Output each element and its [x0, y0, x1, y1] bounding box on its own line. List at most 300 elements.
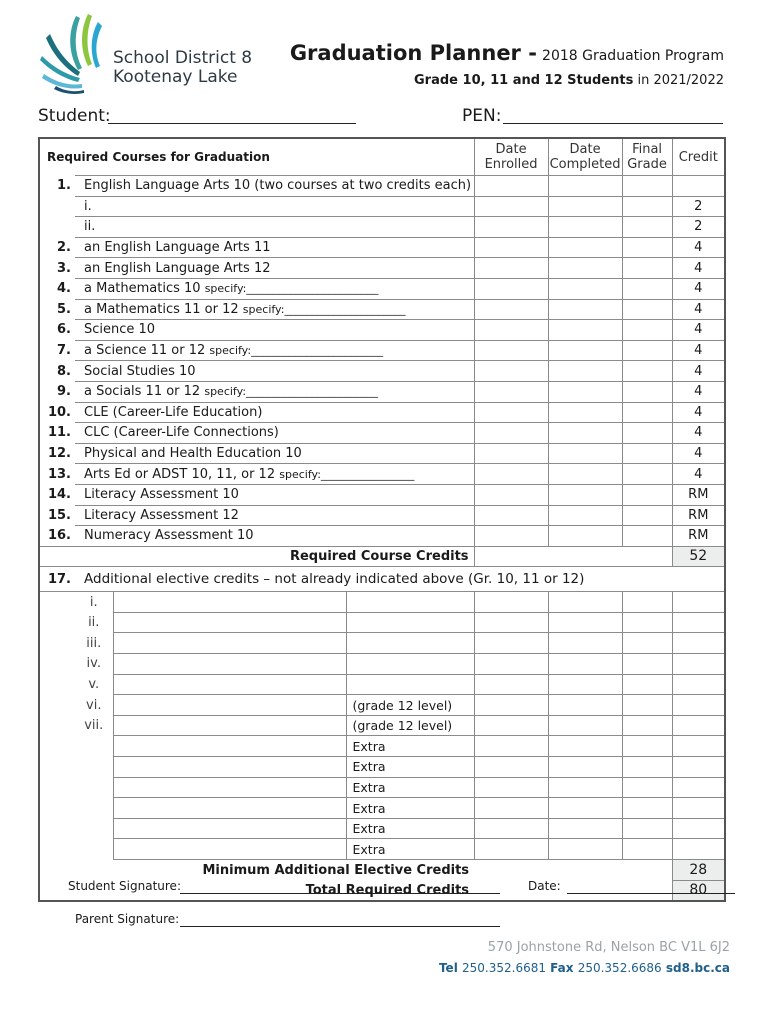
student-label: Student:: [38, 106, 111, 126]
date-enrolled-cell[interactable]: [474, 612, 548, 633]
elective-note-cell: [346, 612, 474, 633]
final-grade-cell[interactable]: [622, 196, 672, 217]
date-enrolled-cell[interactable]: [474, 237, 548, 258]
credit-cell: 4: [672, 320, 725, 341]
elective-course-cell[interactable]: [113, 715, 346, 736]
final-grade-header: [622, 138, 672, 176]
date-enrolled-cell[interactable]: [474, 258, 548, 279]
date-enrolled-cell[interactable]: [474, 176, 548, 197]
elective-label: Additional elective credits – not already indicated above (Gr. 10, 11 or 12): [75, 567, 725, 592]
date-completed-cell[interactable]: [548, 715, 622, 736]
course-label: [75, 505, 474, 526]
final-grade-cell[interactable]: [622, 402, 672, 423]
date-completed-cell[interactable]: [548, 674, 622, 695]
elective-note-cell: (grade 12 level): [346, 695, 474, 716]
date-completed-cell[interactable]: [548, 505, 622, 526]
date-enrolled-cell[interactable]: [474, 278, 548, 299]
grade-line-grades: Grade 10, 11 and 12 Students: [414, 73, 634, 88]
elective-note-cell: Extra: [346, 736, 474, 757]
date-enrolled-cell[interactable]: [474, 818, 548, 839]
table-row: [39, 340, 725, 361]
final-grade-cell[interactable]: [622, 818, 672, 839]
district-name: [113, 49, 252, 87]
elective-course-cell[interactable]: [113, 612, 346, 633]
date-completed-cell[interactable]: [548, 443, 622, 464]
spacer-cell: [39, 757, 75, 778]
credit-cell[interactable]: [672, 715, 725, 736]
table-header-row: [39, 138, 725, 176]
elective-row: [39, 592, 725, 613]
student-signature-field[interactable]: [180, 879, 500, 894]
course-number: 10.: [47, 404, 71, 420]
spacer-cell: [39, 695, 75, 716]
min-elective-row: [39, 860, 725, 881]
final-grade-cell[interactable]: [622, 839, 672, 860]
date-enrolled-header: [474, 138, 548, 176]
date-enrolled-cell[interactable]: [474, 361, 548, 382]
elective-roman: [75, 839, 113, 860]
credit-cell: 4: [672, 278, 725, 299]
course-number: [39, 217, 75, 238]
table-row: [39, 278, 725, 299]
table-row: [39, 526, 725, 547]
final-grade-header-line2: Grade: [627, 157, 667, 172]
final-grade-cell[interactable]: [622, 695, 672, 716]
final-grade-cell[interactable]: [622, 381, 672, 402]
elective-note-cell: Extra: [346, 839, 474, 860]
date-enrolled-cell[interactable]: [474, 839, 548, 860]
elective-note-cell: [346, 654, 474, 675]
date-enrolled-cell[interactable]: [474, 736, 548, 757]
final-grade-cell[interactable]: [622, 464, 672, 485]
course-label: [75, 464, 474, 485]
elective-row: [39, 736, 725, 757]
date-completed-cell[interactable]: [548, 757, 622, 778]
date-enrolled-cell[interactable]: [474, 777, 548, 798]
elective-header-row: [39, 567, 725, 592]
credit-cell: 2: [672, 217, 725, 238]
total-required-value: 80: [672, 880, 725, 901]
final-grade-cell[interactable]: [622, 592, 672, 613]
elective-note-cell: [346, 633, 474, 654]
credit-cell: RM: [672, 505, 725, 526]
table-row: [39, 258, 725, 279]
table-row: [39, 361, 725, 382]
course-label-text: a Mathematics 10: [84, 281, 201, 297]
course-number: 5.: [57, 301, 71, 317]
elective-roman: [75, 757, 113, 778]
course-label-text: CLE (Career-Life Education): [84, 404, 263, 420]
elective-row: [39, 715, 725, 736]
date-completed-cell[interactable]: [548, 736, 622, 757]
graduation-planner-table: [38, 137, 726, 902]
course-number: 9.: [57, 384, 71, 400]
credit-cell[interactable]: [672, 736, 725, 757]
required-courses-header: Required Courses for Graduation: [39, 138, 474, 176]
elective-course-cell[interactable]: [113, 633, 346, 654]
table-row: [39, 464, 725, 485]
course-label: [75, 484, 474, 505]
course-number: 8.: [57, 363, 71, 379]
spacer-cell: [39, 818, 75, 839]
date-completed-cell[interactable]: [548, 839, 622, 860]
final-grade-cell[interactable]: [622, 423, 672, 444]
date-completed-header-line1: Date: [569, 142, 601, 157]
elective-row: [39, 612, 725, 633]
final-grade-cell[interactable]: [622, 633, 672, 654]
credit-cell: 4: [672, 361, 725, 382]
date-enrolled-cell[interactable]: [474, 443, 548, 464]
date-enrolled-cell[interactable]: [474, 217, 548, 238]
elective-number: 17.: [39, 567, 75, 592]
district-name-line1: School District 8: [113, 48, 253, 68]
table-row: [39, 505, 725, 526]
course-label-text: Social Studies 10: [84, 363, 196, 379]
date-enrolled-cell[interactable]: [474, 592, 548, 613]
date-completed-cell[interactable]: [548, 612, 622, 633]
footer-web: sd8.bc.ca: [665, 961, 730, 975]
final-grade-cell[interactable]: [622, 736, 672, 757]
date-enrolled-cell[interactable]: [474, 633, 548, 654]
elective-row: [39, 654, 725, 675]
elective-course-cell[interactable]: [113, 757, 346, 778]
final-grade-cell[interactable]: [622, 757, 672, 778]
blank-cell: [474, 546, 672, 567]
elective-note-cell: [346, 592, 474, 613]
date-completed-cell[interactable]: [548, 798, 622, 819]
course-number: 4.: [57, 281, 71, 297]
district-name-line2: Kootenay Lake: [113, 67, 238, 87]
district-logo-icon: [38, 12, 108, 94]
elective-roman: [75, 798, 113, 819]
course-label-text: Literacy Assessment 12: [84, 507, 239, 523]
spacer-cell: [39, 674, 75, 695]
credit-cell[interactable]: [672, 612, 725, 633]
title-program: 2018 Graduation Program: [542, 48, 724, 64]
credit-cell: 4: [672, 340, 725, 361]
date-completed-cell[interactable]: [548, 217, 622, 238]
date-enrolled-cell[interactable]: [474, 464, 548, 485]
course-specify-field: specify:________________________: [204, 385, 379, 399]
final-grade-cell[interactable]: [622, 505, 672, 526]
elective-roman: vii.: [75, 715, 113, 736]
date-enrolled-cell[interactable]: [474, 715, 548, 736]
date-completed-cell[interactable]: [548, 176, 622, 197]
date-enrolled-cell[interactable]: [474, 320, 548, 341]
course-label: [75, 299, 474, 320]
final-grade-cell[interactable]: [622, 176, 672, 197]
credit-cell[interactable]: [672, 633, 725, 654]
elective-note-cell: [346, 674, 474, 695]
final-grade-cell[interactable]: [622, 715, 672, 736]
footer-tel: 250.352.6681: [462, 961, 546, 975]
final-grade-cell[interactable]: [622, 674, 672, 695]
date-enrolled-cell[interactable]: [474, 505, 548, 526]
date-enrolled-cell[interactable]: [474, 654, 548, 675]
date-completed-cell[interactable]: [548, 777, 622, 798]
final-grade-cell[interactable]: [622, 777, 672, 798]
course-label: [75, 237, 474, 258]
course-label: [75, 402, 474, 423]
grade-line: [414, 73, 724, 88]
final-grade-cell[interactable]: [622, 340, 672, 361]
elective-roman: vi.: [75, 695, 113, 716]
date-completed-cell[interactable]: [548, 340, 622, 361]
final-grade-cell[interactable]: [622, 654, 672, 675]
date-enrolled-cell[interactable]: [474, 674, 548, 695]
credit-cell: RM: [672, 484, 725, 505]
course-number: 15.: [47, 507, 71, 523]
course-label: [75, 320, 474, 341]
elective-row: [39, 818, 725, 839]
elective-course-cell[interactable]: [113, 592, 346, 613]
course-specify-field: specify:______________________: [242, 302, 406, 316]
table-row: [39, 320, 725, 341]
date-completed-cell[interactable]: [548, 258, 622, 279]
course-label-text: Literacy Assessment 10: [84, 487, 239, 503]
final-grade-cell[interactable]: [622, 237, 672, 258]
final-grade-cell[interactable]: [622, 526, 672, 547]
required-credits-value: 52: [672, 546, 725, 567]
credit-cell: RM: [672, 526, 725, 547]
elective-roman: ii.: [75, 612, 113, 633]
date-completed-cell[interactable]: [548, 278, 622, 299]
elective-course-cell[interactable]: [113, 736, 346, 757]
elective-course-cell[interactable]: [113, 674, 346, 695]
date-completed-cell[interactable]: [548, 592, 622, 613]
date-enrolled-cell[interactable]: [474, 381, 548, 402]
table-row: [39, 423, 725, 444]
date-enrolled-cell[interactable]: [474, 798, 548, 819]
course-number: 14.: [47, 487, 71, 503]
elective-roman: [75, 777, 113, 798]
required-credits-label: Required Course Credits: [39, 546, 474, 567]
course-number: 2.: [57, 240, 71, 256]
date-enrolled-cell[interactable]: [474, 340, 548, 361]
date-completed-cell[interactable]: [548, 654, 622, 675]
required-total-row: [39, 546, 725, 567]
credit-cell[interactable]: [672, 798, 725, 819]
course-label-text: Arts Ed or ADST 10, 11, or 12: [84, 466, 276, 482]
table-row: [39, 484, 725, 505]
credit-cell[interactable]: [672, 777, 725, 798]
total-required-label: Total Required Credits: [305, 882, 470, 898]
pen-label: PEN:: [462, 106, 502, 126]
course-label-text: a Mathematics 11 or 12: [84, 301, 239, 317]
credit-cell[interactable]: [672, 839, 725, 860]
elective-course-cell[interactable]: [113, 695, 346, 716]
course-label: [75, 217, 474, 238]
course-label-text: ii.: [84, 219, 96, 235]
table-row: [39, 196, 725, 217]
credit-cell[interactable]: [672, 592, 725, 613]
spacer-cell: [39, 633, 75, 654]
credit-cell[interactable]: [672, 757, 725, 778]
elective-course-cell[interactable]: [113, 777, 346, 798]
student-field[interactable]: [108, 107, 356, 124]
elective-course-cell[interactable]: [113, 818, 346, 839]
elective-note-cell: Extra: [346, 798, 474, 819]
elective-course-cell[interactable]: [113, 798, 346, 819]
elective-row: [39, 633, 725, 654]
final-grade-cell[interactable]: [622, 217, 672, 238]
date-enrolled-cell[interactable]: [474, 695, 548, 716]
credit-cell[interactable]: [672, 654, 725, 675]
final-grade-cell[interactable]: [622, 612, 672, 633]
elective-row: [39, 839, 725, 860]
spacer-cell: [39, 798, 75, 819]
final-grade-cell[interactable]: [622, 278, 672, 299]
final-grade-cell[interactable]: [622, 320, 672, 341]
elective-row: [39, 777, 725, 798]
date-completed-cell[interactable]: [548, 464, 622, 485]
spacer-cell: [39, 839, 75, 860]
elective-course-cell[interactable]: [113, 839, 346, 860]
elective-row: [39, 695, 725, 716]
course-label-text: English Language Arts 10 (two courses at two credits each): [84, 178, 472, 194]
credit-cell: [672, 176, 725, 197]
elective-note-cell: Extra: [346, 818, 474, 839]
course-label-text: Physical and Health Education 10: [84, 446, 302, 462]
footer-address: 570 Johnstone Rd, Nelson BC V1L 6J2: [487, 940, 730, 955]
table-row: [39, 402, 725, 423]
date-enrolled-cell[interactable]: [474, 299, 548, 320]
course-number: 13.: [47, 466, 71, 482]
course-label: [75, 176, 474, 197]
date-enrolled-cell[interactable]: [474, 196, 548, 217]
parent-signature-label: Parent Signature:: [75, 912, 180, 926]
course-label: [75, 196, 474, 217]
date-completed-cell[interactable]: [548, 402, 622, 423]
credit-cell: 4: [672, 423, 725, 444]
elective-note-cell: Extra: [346, 777, 474, 798]
table-row: [39, 381, 725, 402]
credit-cell: 4: [672, 237, 725, 258]
elective-row: [39, 798, 725, 819]
date-enrolled-cell[interactable]: [474, 526, 548, 547]
course-label: [75, 278, 474, 299]
course-label-text: i.: [84, 198, 92, 214]
course-label: [75, 381, 474, 402]
credit-cell: 4: [672, 402, 725, 423]
elective-roman: iii.: [75, 633, 113, 654]
date-completed-cell[interactable]: [548, 818, 622, 839]
table-row: [39, 176, 725, 197]
spacer-cell: [39, 736, 75, 757]
footer-fax: 250.352.6686: [577, 961, 662, 975]
credit-cell[interactable]: [672, 818, 725, 839]
final-grade-cell[interactable]: [622, 798, 672, 819]
table-row: [39, 217, 725, 238]
credit-cell[interactable]: [672, 695, 725, 716]
pen-field[interactable]: [503, 107, 723, 124]
date-enrolled-cell[interactable]: [474, 402, 548, 423]
date-completed-cell[interactable]: [548, 381, 622, 402]
elective-note-cell: (grade 12 level): [346, 715, 474, 736]
course-number: 16.: [47, 528, 71, 544]
table-row: [39, 299, 725, 320]
spacer-cell: [39, 612, 75, 633]
date-completed-cell[interactable]: [548, 237, 622, 258]
course-number: 11.: [47, 425, 71, 441]
date-completed-cell[interactable]: [548, 423, 622, 444]
course-specify-field: specify:________________________: [204, 282, 379, 296]
min-elective-label: Minimum Additional Elective Credits: [202, 862, 470, 878]
elective-row: [39, 757, 725, 778]
date-completed-header-line2: Completed: [549, 157, 621, 172]
elective-course-cell[interactable]: [113, 654, 346, 675]
spacer-cell: [39, 654, 75, 675]
date-label: Date:: [528, 879, 561, 893]
credit-header: Credit: [672, 138, 725, 176]
credit-cell: 4: [672, 443, 725, 464]
course-specify-field: specify:_________________: [279, 467, 415, 481]
date-completed-cell[interactable]: [548, 361, 622, 382]
footer-fax-label: Fax: [550, 961, 574, 975]
course-number: 12.: [47, 446, 71, 462]
course-number: 3.: [57, 260, 71, 276]
date-completed-cell[interactable]: [548, 484, 622, 505]
date-completed-cell[interactable]: [548, 526, 622, 547]
course-number: 1.: [57, 178, 71, 194]
date-enrolled-header-line1: Date: [495, 142, 527, 157]
course-label-text: an English Language Arts 12: [84, 260, 271, 276]
date-enrolled-cell[interactable]: [474, 484, 548, 505]
footer-contact: [439, 961, 730, 975]
elective-roman: [75, 736, 113, 757]
date-completed-cell[interactable]: [548, 695, 622, 716]
date-enrolled-cell[interactable]: [474, 757, 548, 778]
elective-roman: i.: [75, 592, 113, 613]
course-label: [75, 258, 474, 279]
elective-roman: [75, 818, 113, 839]
parent-signature-field[interactable]: [180, 912, 500, 927]
title-main: Graduation Planner -: [289, 41, 537, 65]
course-number: 6.: [57, 322, 71, 338]
elective-roman: iv.: [75, 654, 113, 675]
table-row: [39, 237, 725, 258]
min-elective-value: 28: [672, 860, 725, 881]
spacer-cell: [39, 715, 75, 736]
elective-row: [39, 674, 725, 695]
final-grade-cell[interactable]: [622, 443, 672, 464]
course-number: [39, 196, 75, 217]
date-completed-cell[interactable]: [548, 299, 622, 320]
final-grade-cell[interactable]: [622, 299, 672, 320]
elective-note-cell: Extra: [346, 757, 474, 778]
spacer-cell: [39, 777, 75, 798]
final-grade-cell[interactable]: [622, 361, 672, 382]
course-number: 7.: [57, 343, 71, 359]
final-grade-cell[interactable]: [622, 484, 672, 505]
date-completed-cell[interactable]: [548, 320, 622, 341]
blank-cell: [474, 860, 672, 881]
credit-cell: 4: [672, 258, 725, 279]
credit-cell[interactable]: [672, 674, 725, 695]
credit-cell: 4: [672, 299, 725, 320]
credit-cell: 4: [672, 464, 725, 485]
date-completed-cell[interactable]: [548, 633, 622, 654]
course-label-text: a Socials 11 or 12: [84, 384, 201, 400]
credit-cell: 2: [672, 196, 725, 217]
final-grade-cell[interactable]: [622, 258, 672, 279]
course-label: [75, 423, 474, 444]
course-label: [75, 340, 474, 361]
final-grade-header-line1: Final: [632, 142, 663, 157]
date-completed-cell[interactable]: [548, 196, 622, 217]
date-field[interactable]: [567, 879, 735, 894]
date-enrolled-cell[interactable]: [474, 423, 548, 444]
